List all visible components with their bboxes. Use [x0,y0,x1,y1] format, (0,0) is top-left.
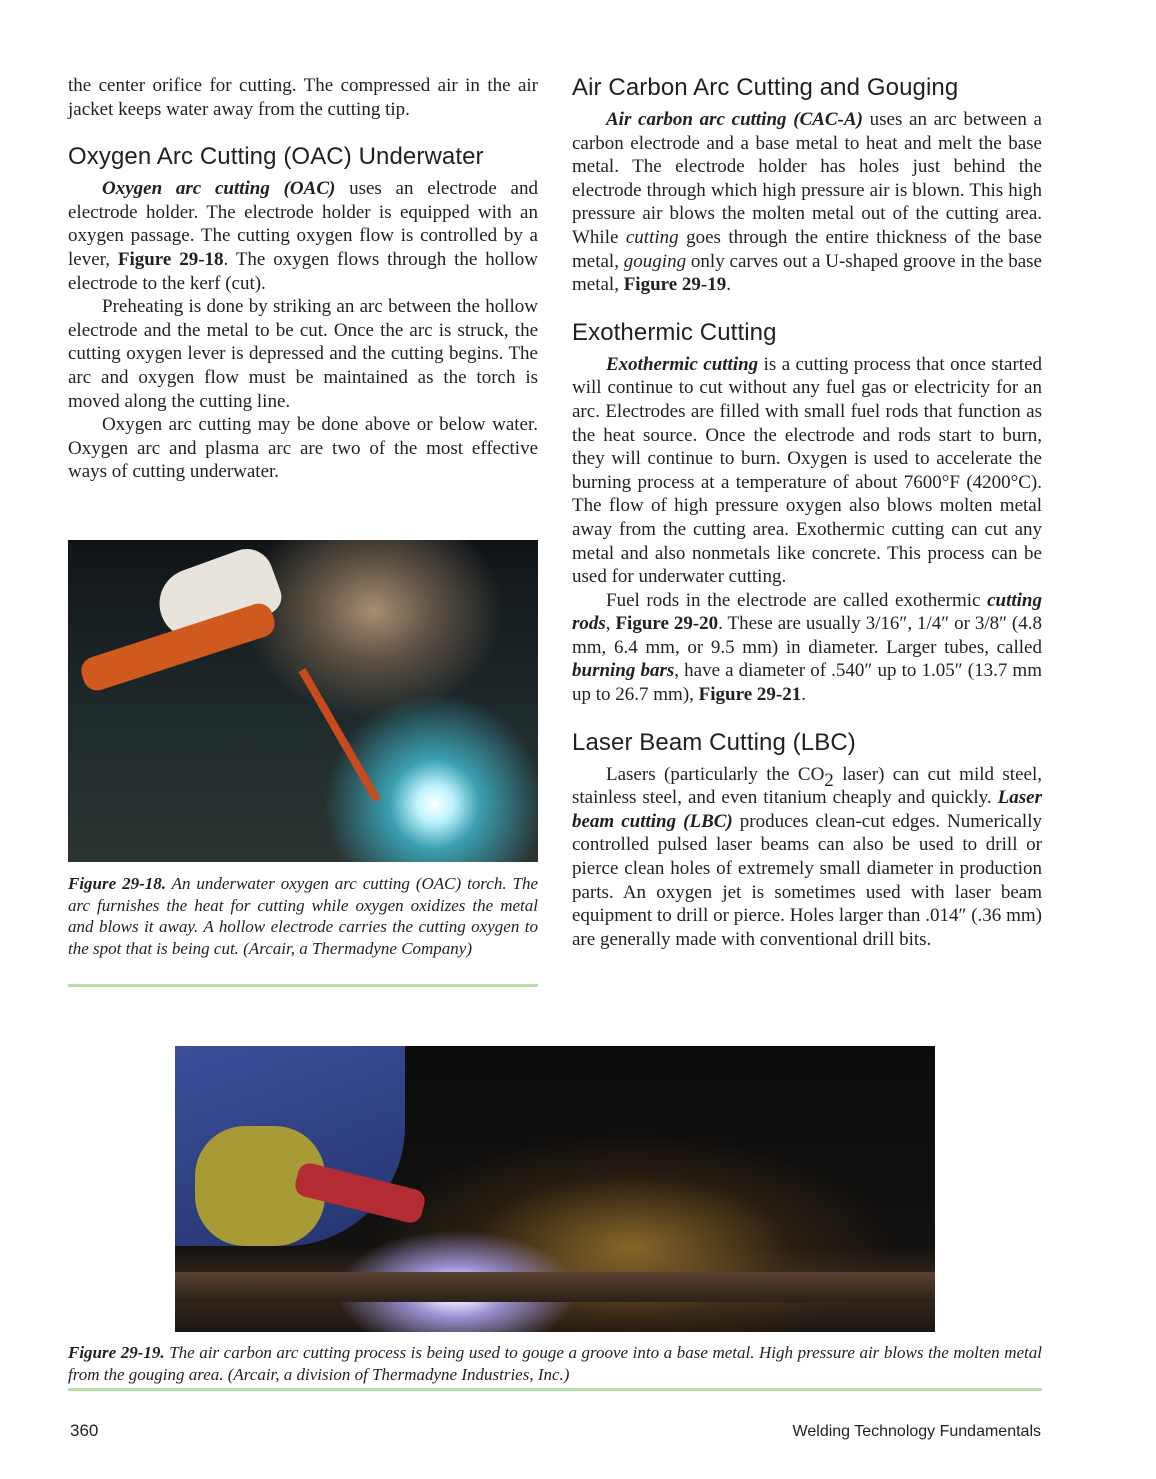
text-run: . [726,274,732,296]
caption-text: The air carbon arc cutting process is being used to gouge a groove into a base metal. High pressure air blows the molten metal from the gouging area. (Arcair, a division of Thermadyne Industries, Inc.) [68,1343,1043,1384]
text-run: cutting [625,226,679,248]
key-term: burning bars [572,660,675,682]
oac-paragraph-3 [68,413,538,484]
exo-paragraph-2 [572,589,1042,707]
figure-29-19-photo [175,1046,935,1332]
key-term: Exothermic cutting [606,353,759,375]
book-title: Welding Technology Fundamentals [792,1423,1041,1440]
key-term: cutting rods [572,589,1042,635]
left-column [68,74,538,484]
text-run: , [605,613,616,635]
figure-29-19-caption [68,1342,1042,1385]
page-number: 360 [70,1421,99,1440]
key-term: Oxygen arc cutting (OAC) [102,178,336,200]
text-run: . [801,684,806,706]
figure-reference: Figure 29-19 [623,274,727,296]
caption-text: An underwater oxygen arc cutting (OAC) torch. The arc furnishes the heat for cutting while oxygen oxidizes the metal and blows it away. A hollow electrode carries the cutting oxygen to the spot that is being cut. (Arcair, a Thermadyne Company) [68,874,539,958]
figure-reference: Figure 29-20 [615,613,719,635]
figure-29-18-caption [68,873,538,959]
oac-paragraph-1 [68,177,538,295]
figure-29-18-photo [68,540,538,862]
text-run: produces clean-cut edges. Numerically controlled pulsed laser beams can also be used to drill or pierce clean holes of extremely small diameter in production parts. An oxygen jet is sometimes used with laser beam equipment to drill or pierce. Holes larger than .014″ (.36 mm) are generally made with conventional drill bits. [572,810,1042,950]
text-run: . These are usually 3/16″, 1/4″ or 3/8″ (4.8 mm, 6.4 mm, or 9.5 mm) in diameter. Larger tubes, called [572,613,1042,658]
exo-paragraph-1 [572,353,1042,589]
text-run: only carves out a U-shaped groove in the base metal, [572,250,1042,296]
text-run: uses an electrode and electrode holder. The electrode holder is equipped with an oxygen passage. The cutting oxygen flow is controlled by a lever, [68,178,538,270]
text-run: Oxygen arc cutting may be done above or below water. Oxygen arc and plasma arc are two of the most effective ways of cutting underwater. [68,414,538,483]
figure-label: Figure 29-18. [68,874,167,893]
text-run: gouging [623,250,687,272]
key-term: Air carbon arc cutting (CAC-A) [606,109,863,130]
text-run: Fuel rods in the electrode are called exothermic [606,589,988,611]
caption-rule [68,984,538,987]
text-run: goes through the entire thickness of the base metal, [572,226,1042,272]
heading-lbc: Laser Beam Cutting (LBC) [572,728,856,756]
caption-rule [68,1388,1042,1391]
heading-oac: Oxygen Arc Cutting (OAC) Underwater [68,143,484,171]
text-run: Lasers (particularly the CO [606,763,825,785]
text-run: 2 [824,769,834,791]
text-run: , have a diameter of .540″ up to 1.05″ (13.7 mm up to 26.7 mm), [572,660,1042,706]
heading-cac: Air Carbon Arc Cutting and Gouging [572,74,959,101]
text-run: . The oxygen flows through the hollow electrode to the kerf (cut). [68,248,538,294]
figure-reference: Figure 29-18 [117,248,224,270]
text-run: Preheating is done by striking an arc between the hollow electrode and the metal to be cut. Once the arc is struck, the cutting oxygen lever is depressed and the cutting begins. The arc and oxygen flow must be maintained as the torch is moved along the cutting line. [68,296,538,412]
base-metal-shape [175,1272,935,1302]
intro-paragraph [68,74,538,121]
text-run: laser) can cut mild steel, stainless steel, and even titanium cheaply and quickly. [572,763,1042,809]
text-run: uses an arc between a carbon electrode and a base metal to heat and melt the base metal. The electrode holder has holes just behind the electrode through which high pressure air is blown. This high pressure air blows the molten metal out of the cutting area. While [572,109,1042,248]
right-column [572,74,1042,951]
cac-paragraph-1 [572,108,1042,297]
key-term: Laser beam cutting (LBC) [572,787,1042,832]
electrode-shape [299,668,381,802]
figure-label: Figure 29-19. [68,1343,165,1362]
text-run: the center orifice for cutting. The compressed air in the air jacket keeps water away from the cutting tip. [68,75,538,120]
lbc-paragraph-1 [572,763,1042,952]
text-run: is a cutting process that once started will continue to cut without any fuel gas or electricity for an arc. Electrodes are filled with small fuel rods that function as the heat source. Once the electrode and rods start to burn, they will continue to burn. Oxygen is used to accelerate the burning process at a temperature of about 7600°F (4200°C). The flow of high pressure oxygen also blows molten metal away from the cutting area. Exothermic cutting can cut any metal and also nonmetals like concrete. This process can be used for underwater cutting. [572,353,1042,588]
heading-exothermic: Exothermic Cutting [572,318,777,346]
oac-paragraph-2 [68,295,538,413]
figure-reference: Figure 29-21 [698,684,802,706]
